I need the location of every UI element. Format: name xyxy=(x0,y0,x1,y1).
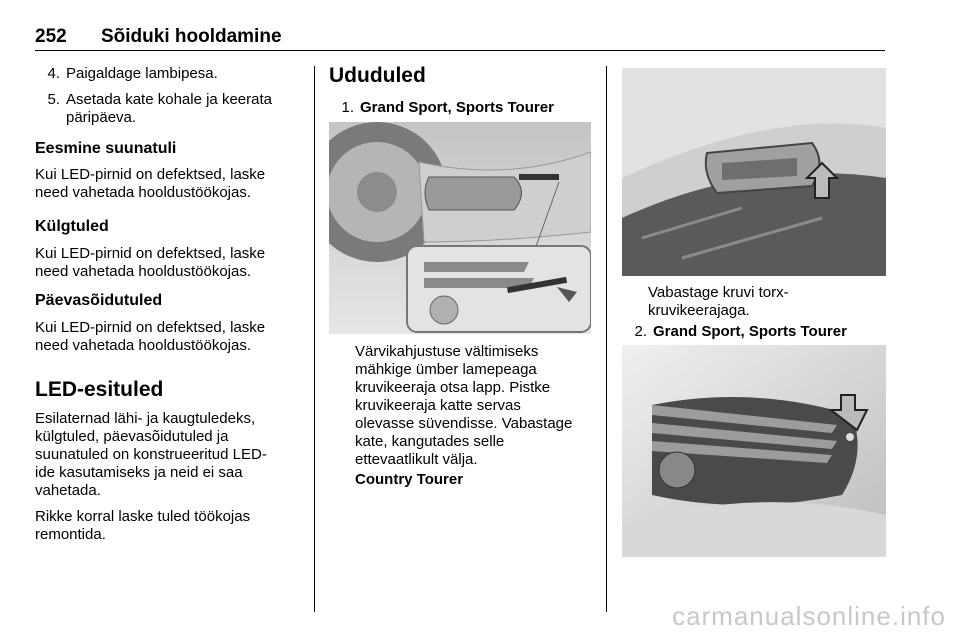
step-4: 4. Paigaldage lambipesa. xyxy=(47,65,218,82)
column-divider-2 xyxy=(606,66,607,612)
column-divider-1 xyxy=(314,66,315,612)
paragraph-protect-paint: Värvikahjustuse vältimiseks mähkige ümber lamepeaga kruvikeeraja otsa lapp. Pistke kruvikeeraja katte servas olevasse süvendisse. Vabastage kate, kangutades selle ettevaatlikult välja. xyxy=(355,343,573,468)
step-2-label: 2. Grand Sport, Sports Tourer xyxy=(634,323,847,340)
heading-daytime-lights: Päevasõidutuled xyxy=(35,292,163,309)
heading-side-lights: Külgtuled xyxy=(35,218,109,235)
paragraph-daytime-lights: Kui LED-pirnid on defektsed, laske need vahetada hooldustöökojas. xyxy=(35,319,266,354)
paragraph-led-1: Esilaternad lähi- ja kaugtuledeks, külgtuled, päevasõidutuled ja suunatuled on konstrueeritud LED- ide kasutamiseks ja neid ei saa vahetada. xyxy=(35,410,267,499)
watermark: carmanualsonline.info xyxy=(672,601,946,631)
figure-grand-sport-fog-light xyxy=(622,345,886,557)
page-header xyxy=(35,24,885,52)
step-1-label: 1. Grand Sport, Sports Tourer xyxy=(341,99,554,116)
paragraph-front-turn-signal: Kui LED-pirnid on defektsed, laske need vahetada hooldustöökojas. xyxy=(35,166,266,201)
country-tourer-label: Country Tourer xyxy=(355,471,464,488)
header-rule xyxy=(35,50,885,51)
figure-fog-light-cover-removal xyxy=(329,122,591,334)
figure-country-tourer-screw xyxy=(622,68,886,276)
page-number: 252 xyxy=(35,26,67,47)
paragraph-led-2: Rikke korral laske tuled töökojas remontida. xyxy=(35,508,251,543)
paragraph-release-screw: Vabastage kruvi torx- kruvikeerajaga. xyxy=(648,284,789,319)
heading-led-headlights: LED-esituled xyxy=(35,378,164,401)
section-title: Sõiduki hooldamine xyxy=(101,26,282,47)
step-5: 5. Asetada kate kohale ja keerata päripäeva. xyxy=(47,91,272,126)
paragraph-side-lights: Kui LED-pirnid on defektsed, laske need vahetada hooldustöökojas. xyxy=(35,245,266,280)
heading-front-turn-signal: Eesmine suunatuli xyxy=(35,140,177,157)
heading-fog-lights: Ududuled xyxy=(329,64,426,87)
